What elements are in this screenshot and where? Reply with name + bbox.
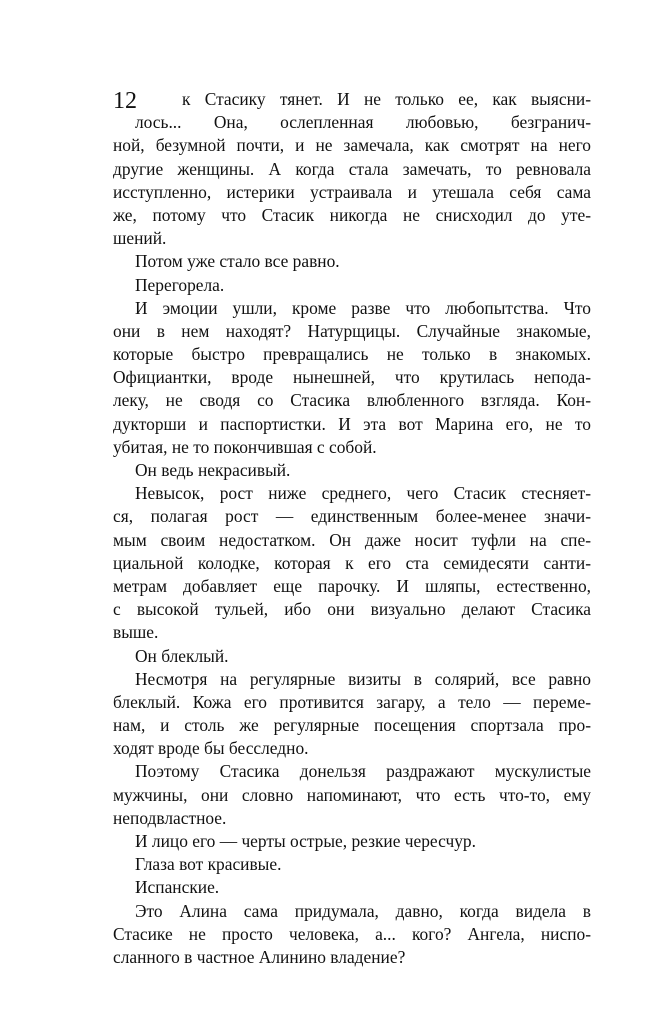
text-line: они в нем находят? Натурщицы. Случайные знакомые,	[113, 320, 591, 341]
text-line: Он ведь некрасивый.	[135, 460, 291, 480]
text-line: лось... Она, ослепленная любовью, безгранич-	[135, 112, 591, 133]
text-line: Испанские.	[135, 877, 220, 898]
page-number: 12	[113, 88, 137, 114]
text-line: Официантки, вроде нынешней, что крутилась непода-	[113, 367, 591, 388]
text-line: же, потому что Стасик никогда не снисходил до уте-	[113, 204, 591, 225]
text-line: Это Алина сама придумала, давно, когда видела в	[135, 900, 591, 921]
text-line: Несмотря на регулярные визиты в солярий, все равно	[135, 668, 591, 689]
body-text	[113, 88, 591, 969]
text-line: Он блеклый.	[135, 645, 229, 666]
text-line: леку, не сводя со Стасика влюбленного взгляда. Кон-	[113, 390, 591, 411]
text-line: сланного в частное Алинино владение?	[113, 946, 406, 967]
text-line: И лицо его — черты острые, резкие чересчур.	[135, 831, 476, 851]
text-line: ся, полагая рост — единственным более-менее значи-	[113, 506, 591, 527]
text-line: Стасике не просто человека, а... кого? Ангела, ниспо-	[113, 923, 591, 944]
text-line: шений.	[113, 228, 167, 249]
text-line: выше.	[113, 622, 159, 643]
text-line: с высокой тульей, ибо они визуально делают Стасика	[113, 599, 591, 620]
text-line: исступленно, истерики устраивала и утешала себя сама	[113, 181, 591, 202]
text-line: неподвластное.	[113, 807, 227, 828]
text-line: Поэтому Стасика донельзя раздражают мускулистые	[135, 761, 591, 782]
text-line: Потом уже стало все равно.	[135, 251, 340, 272]
text-line: И эмоции ушли, кроме разве что любопытства. Что	[135, 297, 591, 318]
text-line: ной, безумной почти, и не замечала, как смотрят на него	[113, 135, 591, 156]
text-line: блеклый. Кожа его противится загару, а тело — переме-	[113, 691, 591, 712]
text-line: мым своим недостатком. Он даже носит туфли на спе-	[113, 529, 591, 550]
text-line: циальной колодке, которая к его ста семидесяти санти-	[113, 552, 591, 573]
text-line: к Стасику тянет. И не только ее, как выясни-	[182, 89, 591, 109]
text-line: Перегорела.	[135, 274, 225, 295]
text-line: нам, и столь же регулярные посещения спортзала про-	[113, 715, 591, 736]
text-line: метрам добавляет еще парочку. И шляпы, естественно,	[113, 575, 591, 596]
text-line: которые быстро превращались не только в знакомых.	[113, 344, 591, 365]
text-line: Невысок, рост ниже среднего, чего Стасик стесняет-	[135, 483, 591, 504]
text-line: убитая, не то покончившая с собой.	[113, 436, 377, 457]
text-line: другие женщины. А когда стала замечать, то ревновала	[113, 158, 591, 179]
text-line: Глаза вот красивые.	[135, 854, 282, 875]
text-line: ходят вроде бы бесследно.	[113, 738, 309, 759]
text-line: дукторши и паспортистки. И эта вот Марина его, не то	[113, 413, 591, 434]
text-line: мужчины, они словно напоминают, что есть что-то, ему	[113, 784, 591, 805]
